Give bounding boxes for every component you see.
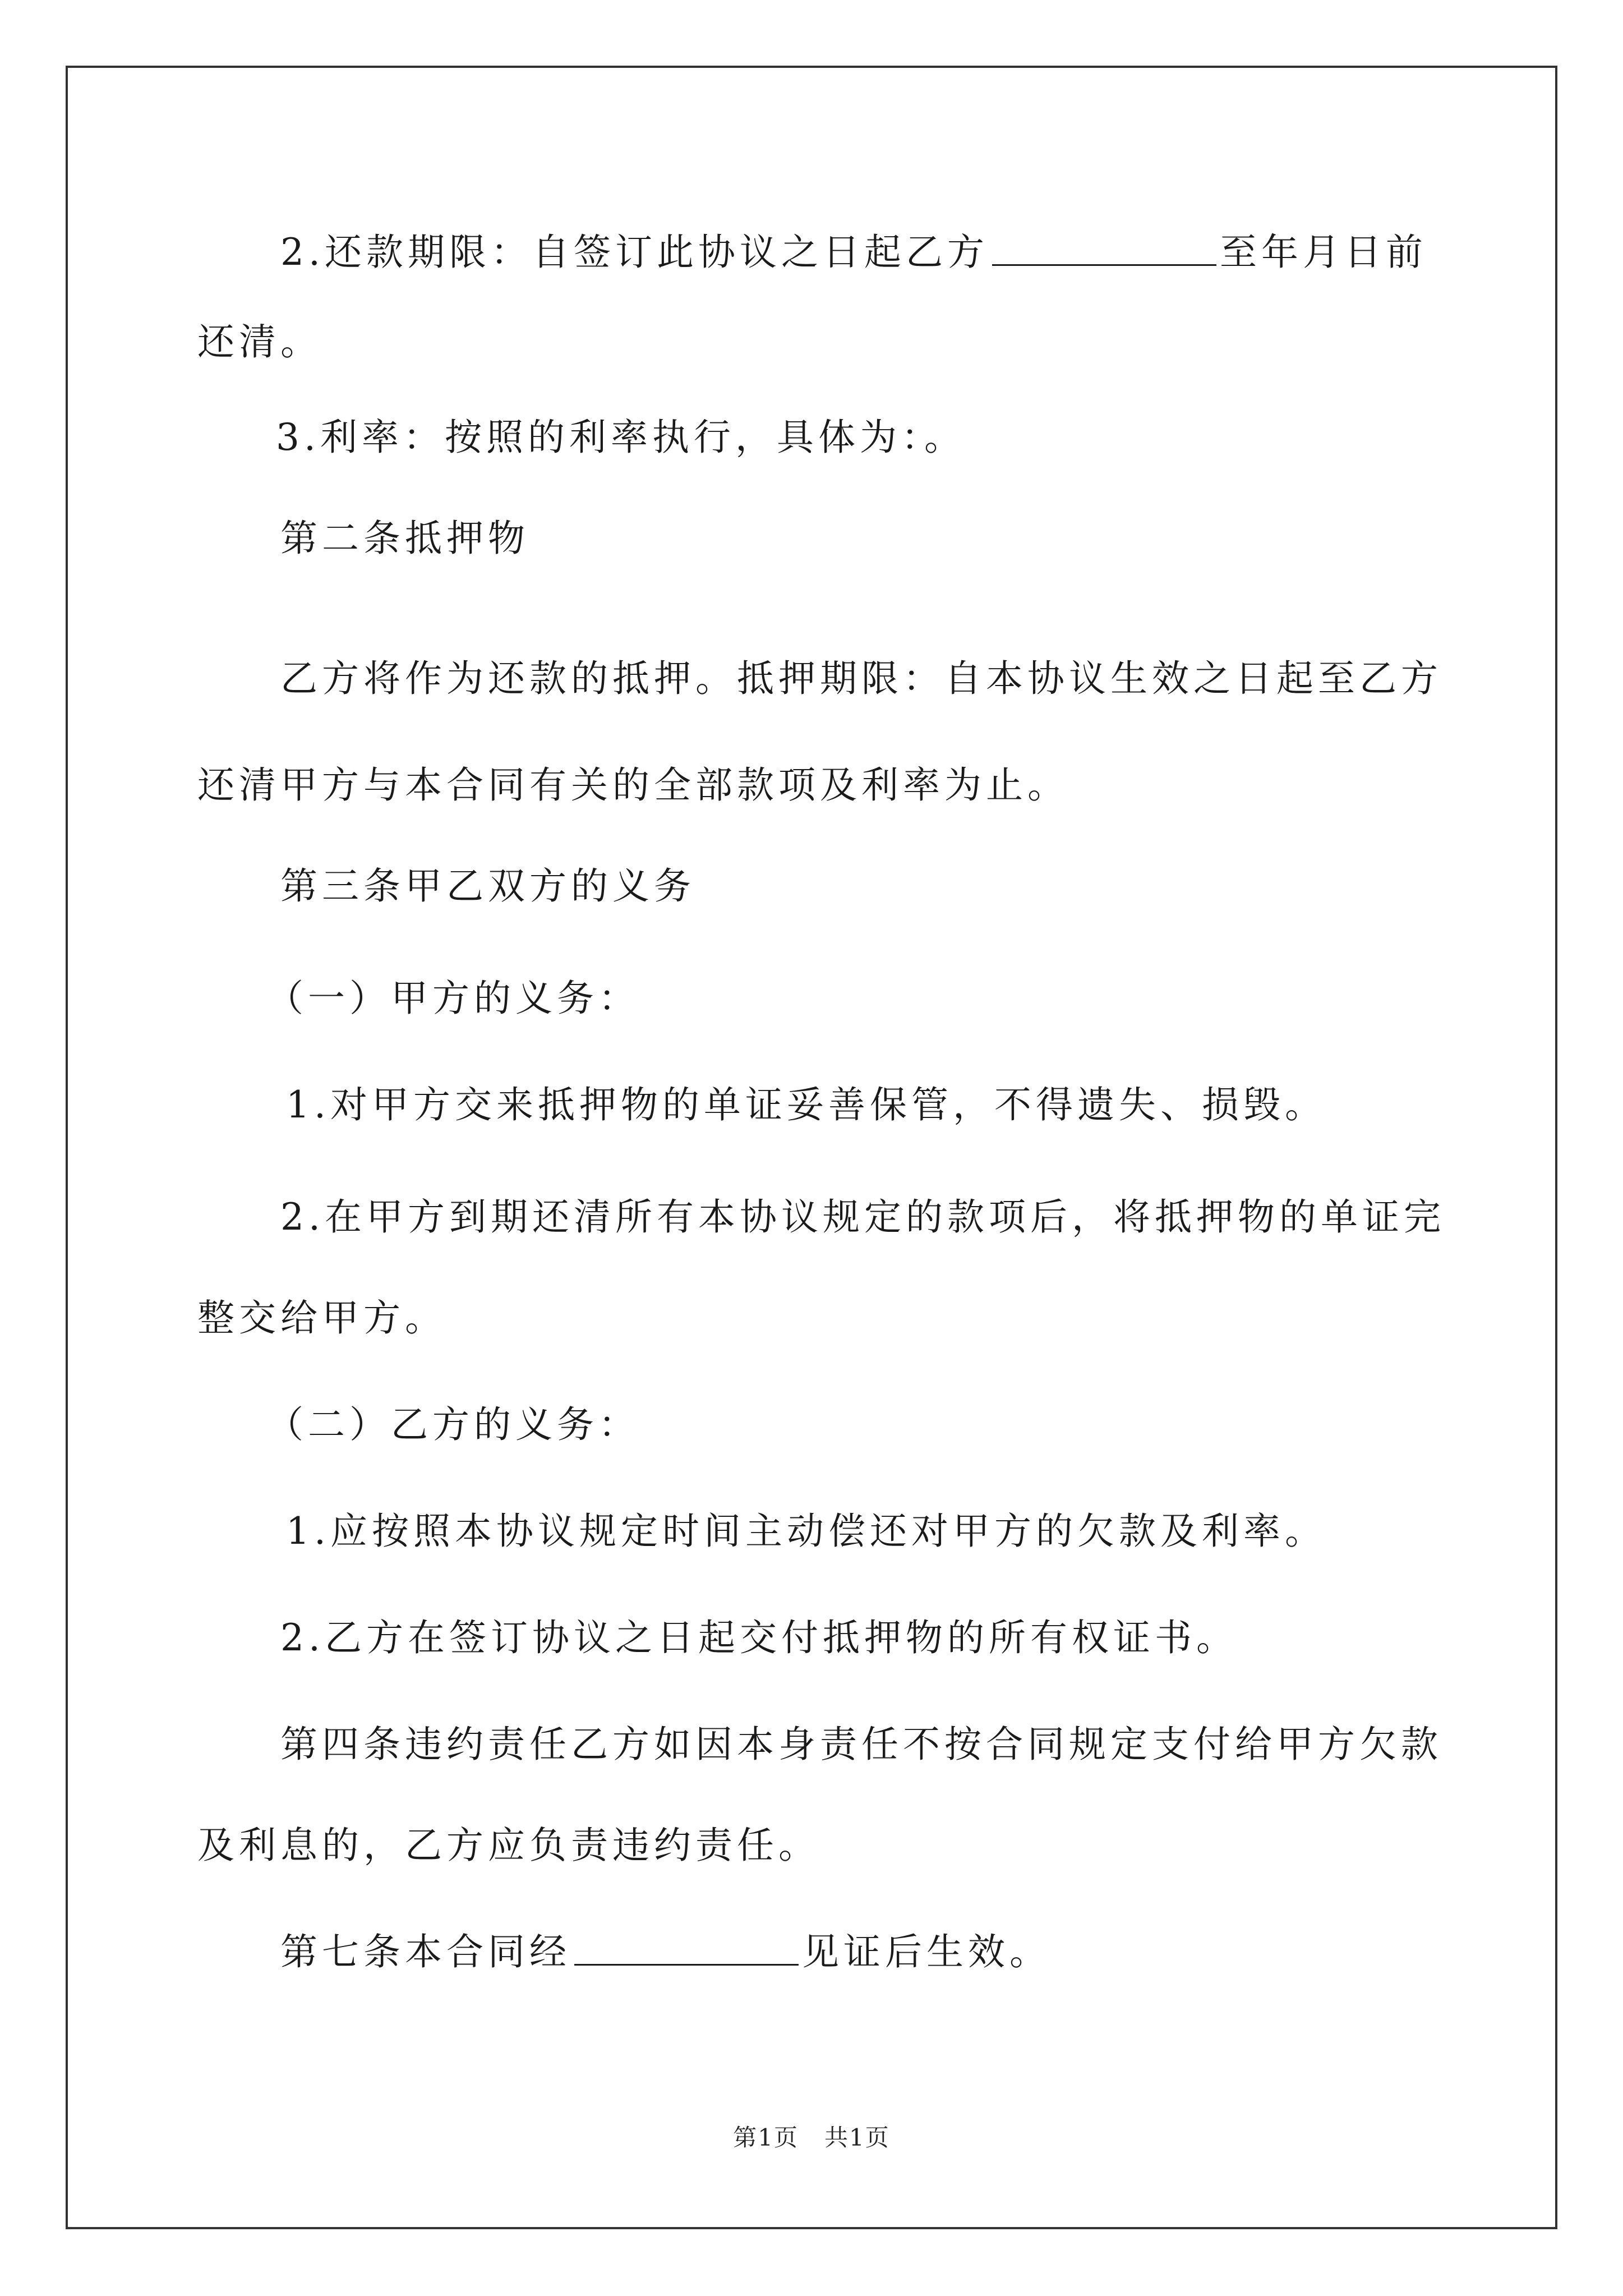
paragraph-repayment-term [280, 202, 1514, 303]
text-segment: （二）乙方的义务： [266, 1403, 640, 1446]
text-segment: 第二条抵押物 [280, 517, 529, 560]
text-segment: 3.利率：按照的利率执行，具体为：。 [276, 416, 966, 459]
subsection-heading-party-a [266, 948, 1500, 1049]
paragraph-collateral-term [280, 628, 1514, 729]
page-number: 第1页 [733, 2124, 799, 2151]
text-segment: 及利息的，乙方应负责违约责任。 [197, 1824, 820, 1867]
text-segment: 还清。 [197, 320, 322, 364]
section-heading-obligations [280, 836, 1514, 937]
paragraph-line [197, 1795, 1431, 1896]
text-segment: 2.在甲方到期还清所有本协议规定的款项后，将抵押物的单证完 [280, 1195, 1445, 1239]
text-segment: （一）甲方的义务： [266, 977, 640, 1020]
text-segment: 第三条甲乙双方的义务 [280, 864, 695, 908]
text-segment: 整交给甲方。 [197, 1296, 446, 1340]
text-segment: 1.应按照本协议规定时间主动偿还对甲方的欠款及利率。 [286, 1510, 1326, 1553]
text-segment: 见证后生效。 [802, 1930, 1051, 1973]
paragraph-interest-rate [276, 387, 1510, 488]
text-segment: 还清甲方与本合同有关的全部款项及利率为止。 [197, 763, 1069, 807]
paragraph-obligation-item [286, 1055, 1520, 1156]
text-segment: 乙方将作为还款的抵押。抵押期限：自本协议生效之日起至乙方 [280, 657, 1442, 700]
page-footer [0, 2119, 1623, 2153]
fill-in-blank[interactable] [574, 1930, 799, 1966]
paragraph-obligation-item [280, 1167, 1514, 1268]
text-segment: 1.对甲方交来抵押物的单证妥善保管，不得遗失、损毁。 [286, 1083, 1326, 1126]
paragraph-obligation-item [286, 1481, 1520, 1582]
paragraph-effectiveness [280, 1902, 1514, 2003]
page-total: 共1页 [824, 2124, 890, 2151]
paragraph-obligation-item [280, 1588, 1514, 1688]
paragraph-line [197, 735, 1431, 836]
fill-in-blank[interactable] [992, 231, 1216, 266]
paragraph-line [197, 292, 1431, 393]
paragraph-breach-liability [280, 1694, 1514, 1795]
text-segment: 第七条本合同经 [280, 1930, 571, 1973]
paragraph-line [197, 1268, 1431, 1369]
section-heading-collateral [280, 488, 1514, 589]
text-segment: 2.还款期限：自签订此协议之日起乙方 [280, 231, 989, 274]
subsection-heading-party-b [266, 1374, 1500, 1475]
text-segment: 2.乙方在签订协议之日起交付抵押物的所有权证书。 [280, 1616, 1238, 1659]
text-segment: 第四条违约责任乙方如因本身责任不按合同规定支付给甲方欠款 [280, 1723, 1442, 1766]
text-segment: 至年月日前 [1219, 231, 1427, 274]
